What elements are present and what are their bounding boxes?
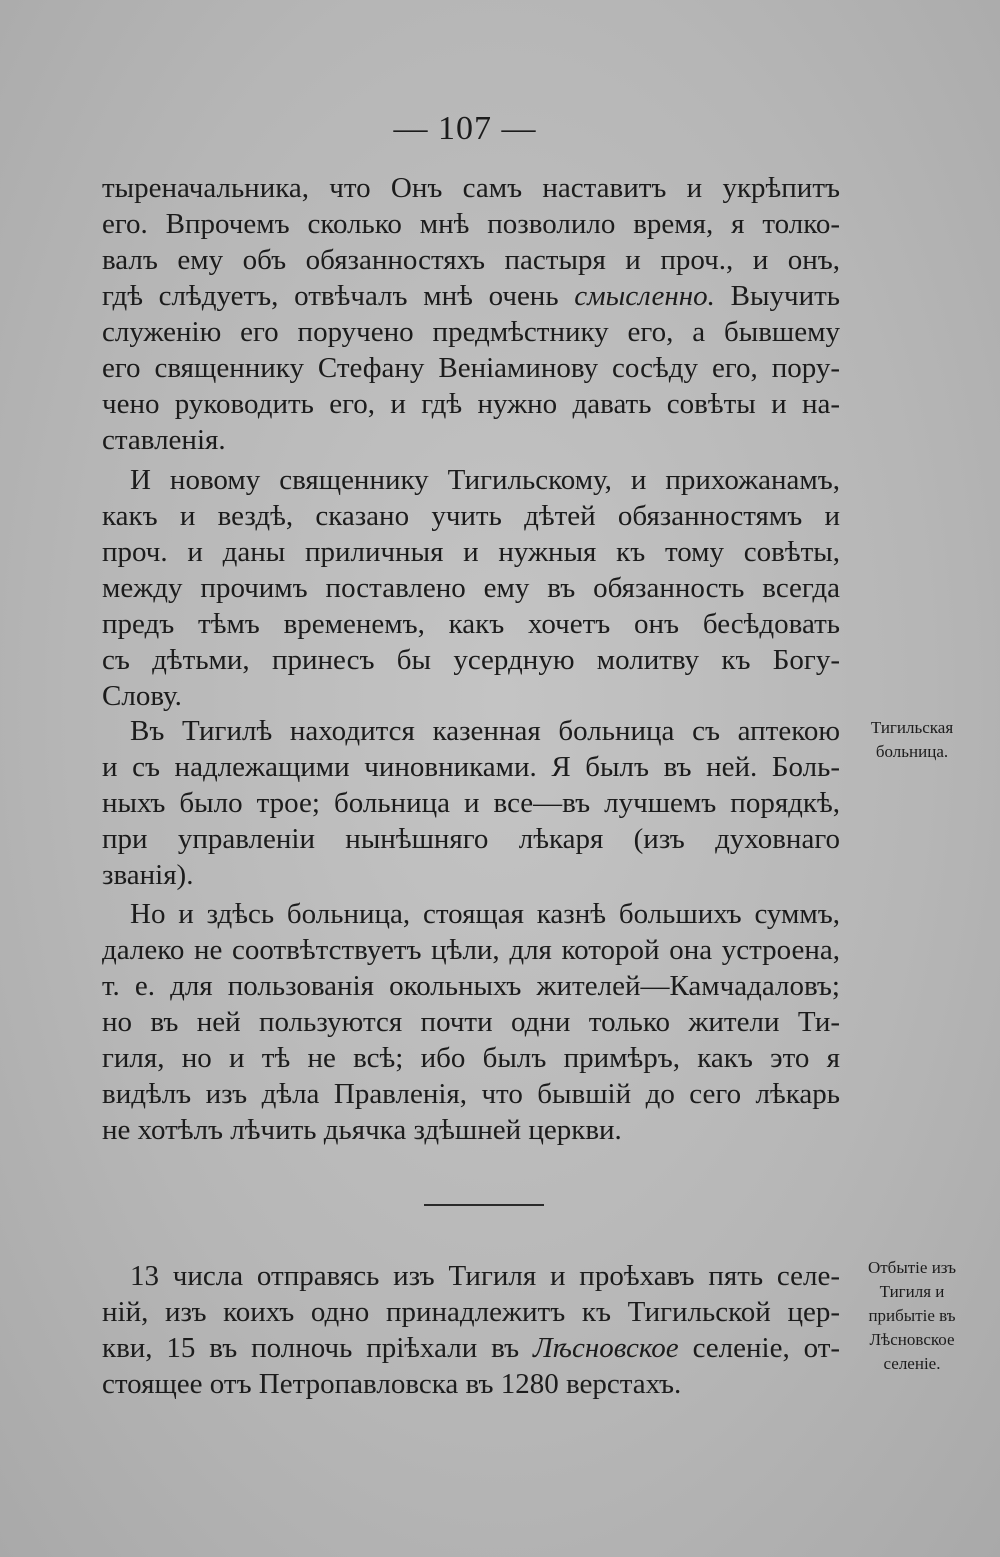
text-line: далеко не соотвѣтствуетъ цѣли, для которой она устроена,: [102, 934, 840, 966]
text-line: [102, 1330, 840, 1366]
text-fragment: селеніе, от-: [692, 1332, 841, 1364]
text-line: 13 числа отправясь изъ Тигиля и проѣхавъ пять селе-: [130, 1260, 840, 1292]
text-line: т. е. для пользованія окольныхъ жителей—Камчадаловъ;: [102, 970, 840, 1002]
text-line: валъ ему объ обязанностяхъ пастыря и проч., и онъ,: [102, 244, 840, 276]
text-fragment: гдѣ слѣдуетъ, отвѣчалъ мнѣ очень: [102, 280, 559, 312]
margin-note-line: селеніе.: [883, 1354, 941, 1373]
text-line: но въ ней пользуются почти одни только жители Ти-: [102, 1006, 840, 1038]
text-fragment: кви, 15 въ полночь пріѣхали въ: [102, 1332, 520, 1364]
margin-note-line: прибытіе въ: [868, 1306, 956, 1325]
text-line: ныхъ было трое; больница и все—въ лучшемъ порядкѣ,: [102, 787, 840, 819]
text-line: [102, 278, 840, 314]
italic-word: Лѣсновское: [533, 1332, 679, 1364]
text-line: его. Впрочемъ сколько мнѣ позволило время, я толко-: [102, 208, 840, 240]
text-line: званія).: [102, 859, 194, 891]
margin-note-hospital: [852, 716, 972, 764]
text-line: и съ надлежащими чиновниками. Я былъ въ ней. Боль-: [102, 751, 840, 783]
text-fragment: Выучить: [730, 280, 840, 312]
text-line: чено руководить его, и гдѣ нужно давать совѣты и на-: [102, 388, 840, 420]
text-line: гиля, но и тѣ не всѣ; ибо былъ примѣръ, какъ это я: [102, 1042, 840, 1074]
section-divider: [424, 1204, 544, 1206]
paragraph-2: [102, 462, 840, 714]
text-line: Но и здѣсь больница, стоящая казнѣ большихъ суммъ,: [130, 898, 840, 930]
text-line: предъ тѣмъ временемъ, какъ хочетъ онъ бесѣдовать: [102, 608, 840, 640]
paragraph-5: [102, 1258, 840, 1402]
margin-note-line: Тигильская: [870, 718, 954, 737]
margin-note-departure: [852, 1256, 972, 1376]
text-line: между прочимъ поставлено ему въ обязанность всегда: [102, 572, 840, 604]
text-line: Въ Тигилѣ находится казенная больница съ аптекою: [130, 715, 840, 747]
text-line: проч. и даны приличныя и нужныя къ тому совѣты,: [102, 536, 840, 568]
text-line: тыреначальника, что Онъ самъ наставитъ и укрѣпитъ: [102, 172, 840, 204]
text-line: ставленія.: [102, 424, 226, 456]
text-line: стоящее отъ Петропавловска въ 1280 верстахъ.: [102, 1368, 682, 1400]
italic-word: смысленно.: [574, 280, 715, 312]
text-line: его священнику Стефану Веніаминову сосѣду его, пору-: [102, 352, 840, 384]
text-line: ній, изъ коихъ одно принадлежитъ къ Тигильской цер-: [102, 1296, 840, 1328]
margin-note-line: Лѣсновское: [869, 1330, 955, 1349]
text-line: не хотѣлъ лѣчить дьячка здѣшней церкви.: [102, 1114, 622, 1146]
page-number: — 107 —: [393, 110, 537, 147]
text-line: при управленіи нынѣшняго лѣкаря (изъ духовнаго: [102, 823, 840, 855]
text-line: служенiю его поручено предмѣстнику его, а бывшему: [102, 316, 840, 348]
paragraph-3: [102, 713, 840, 893]
text-line: И новому священнику Тигильскому, и прихожанамъ,: [130, 464, 840, 496]
margin-note-line: больница.: [875, 742, 949, 761]
text-line: видѣлъ изъ дѣла Правленія, что бывшій до сего лѣкарь: [102, 1078, 840, 1110]
margin-note-line: Тигиля и: [879, 1282, 945, 1301]
text-line: какъ и вездѣ, сказано учить дѣтей обязанностямъ и: [102, 500, 840, 532]
text-line: съ дѣтьми, принесъ бы усердную молитву къ Богу-: [102, 644, 840, 676]
margin-note-line: Отбытіе изъ: [867, 1258, 957, 1277]
paragraph-4: [102, 896, 840, 1148]
text-line: Слову.: [102, 680, 182, 712]
paragraph-1: [102, 170, 840, 458]
